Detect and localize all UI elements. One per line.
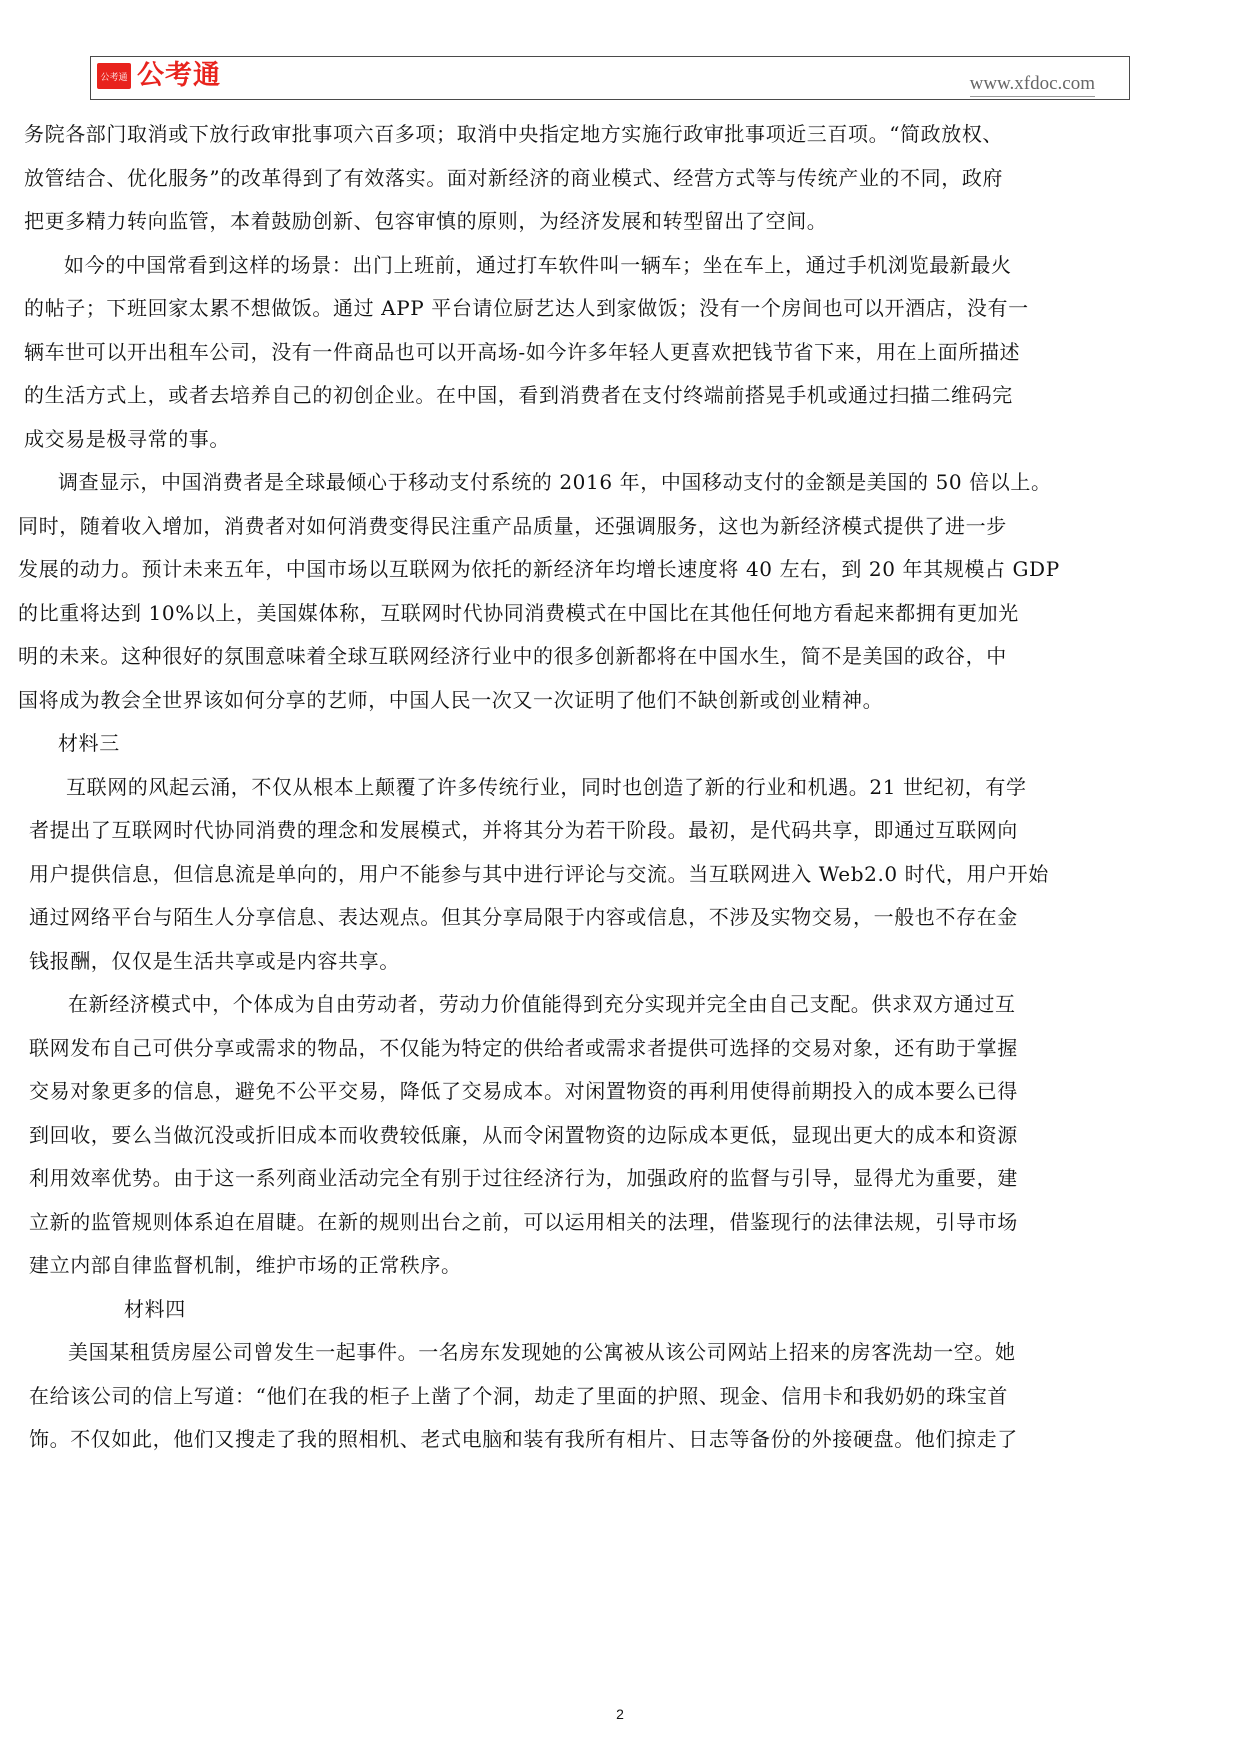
text-line: 饰。不仅如此，他们又搜走了我的照相机、老式电脑和装有我所有相片、日志等备份的外接硬盘。他们掠走了 <box>29 1427 1018 1451</box>
text-line: 建立内部自律监督机制，维护市场的正常秩序。 <box>29 1253 462 1277</box>
text-line: 如今的中国常看到这样的场景：出门上班前，通过打车软件叫一辆车；坐在车上，通过手机浏览最新最火 <box>64 253 1012 277</box>
logo-badge: 公考通 <box>97 63 131 89</box>
text-line: 国将成为教会全世界该如何分享的艺师，中国人民一次又一次证明了他们不缺创新或创业精神。 <box>18 688 884 712</box>
text-line: 的生活方式上，或者去培养自己的初创企业。在中国，看到消费者在支付终端前搭晃手机或通过扫描二维码完 <box>24 383 1013 407</box>
text-line: 把更多精力转向监管，本着鼓励创新、包容审慎的原则，为经济发展和转型留出了空间。 <box>24 209 828 233</box>
section-heading: 材料四 <box>124 1297 186 1321</box>
section-heading: 材料三 <box>58 731 120 755</box>
text-line: 联网发布自己可供分享或需求的物品，不仅能为特定的供给者或需求者提供可选择的交易对象，还有助于掌握 <box>29 1036 1018 1060</box>
text-line: 辆车世可以开出租车公司，没有一件商品也可以开高场-如今许多年轻人更喜欢把钱节省下来，用在上面所描述 <box>24 340 1021 364</box>
text-line: 美国某租赁房屋公司曾发生一起事件。一名房东发现她的公寓被从该公司网站上招来的房客洗劫一空。她 <box>68 1340 1016 1364</box>
text-line: 务院各部门取消或下放行政审批事项六百多项；取消中央指定地方实施行政审批事项近三百项。“简政放权、 <box>24 122 1004 146</box>
text-line: 放管结合、优化服务”的改革得到了有效落实。面对新经济的商业模式、经营方式等与传统产业的不同，政府 <box>24 166 1004 190</box>
site-url: www.xfdoc.com <box>970 73 1095 97</box>
text-line: 同时，随着收入增加，消费者对如何消费变得民注重产品质量，还强调服务，这也为新经济模式提供了进一步 <box>18 514 1007 538</box>
text-line: 交易对象更多的信息，避免不公平交易，降低了交易成本。对闲置物资的再利用使得前期投入的成本要么已得 <box>29 1079 1018 1103</box>
text-line: 在给该公司的信上写道：“他们在我的柜子上凿了个洞，劫走了里面的护照、现金、信用卡和我奶奶的珠宝首 <box>29 1384 1009 1408</box>
text-line: 立新的监管规则体系迫在眉睫。在新的规则出台之前，可以运用相关的法理，借鉴现行的法律法规，引导市场 <box>29 1210 1018 1234</box>
text-line: 钱报酬，仅仅是生活共享或是内容共享。 <box>29 949 400 973</box>
text-line: 发展的动力。预计未来五年，中国市场以互联网为依托的新经济年均增长速度将 40 左右，到 20 年其规模占 GDP <box>18 557 1060 581</box>
text-line: 在新经济模式中，个体成为自由劳动者，劳动力价值能得到充分实现并完全由自己支配。供求双方通过互 <box>68 992 1016 1016</box>
text-line: 成交易是极寻常的事。 <box>24 427 230 451</box>
text-line: 到回收，要么当做沉没或折旧成本而收费较低廉，从而令闲置物资的边际成本更低，显现出更大的成本和资源 <box>29 1123 1018 1147</box>
text-line: 用户提供信息，但信息流是单向的，用户不能参与其中进行评论与交流。当互联网进入 Web2.0 时代，用户开始 <box>29 862 1049 886</box>
text-line: 明的未来。这种很好的氛围意味着全球互联网经济行业中的很多创新都将在中国水生，简不是美国的政谷，中 <box>18 644 1007 668</box>
logo-text: 公考通 <box>137 60 221 91</box>
text-line: 的帖子；下班回家太累不想做饭。通过 APP 平台请位厨艺达人到家做饭；没有一个房间也可以开酒店，没有一 <box>24 296 1029 320</box>
text-line: 者提出了互联网时代协同消费的理念和发展模式，并将其分为若干阶段。最初，是代码共享，即通过互联网向 <box>29 818 1018 842</box>
text-line: 利用效率优势。由于这一系列商业活动完全有别于过往经济行为，加强政府的监督与引导，显得尤为重要，建 <box>29 1166 1018 1190</box>
text-line: 通过网络平台与陌生人分享信息、表达观点。但其分享局限于内容或信息，不涉及实物交易，一般也不存在金 <box>29 905 1018 929</box>
text-line: 的比重将达到 10%以上，美国媒体称，互联网时代协同消费模式在中国比在其他任何地方看起来都拥有更加光 <box>18 601 1019 625</box>
page-number: 2 <box>616 1706 624 1722</box>
text-line: 互联网的风起云涌，不仅从根本上颠覆了许多传统行业，同时也创造了新的行业和机遇。21 世纪初，有学 <box>66 775 1027 799</box>
text-line: 调查显示，中国消费者是全球最倾心于移动支付系统的 2016 年，中国移动支付的金额是美国的 50 倍以上。 <box>58 470 1052 494</box>
